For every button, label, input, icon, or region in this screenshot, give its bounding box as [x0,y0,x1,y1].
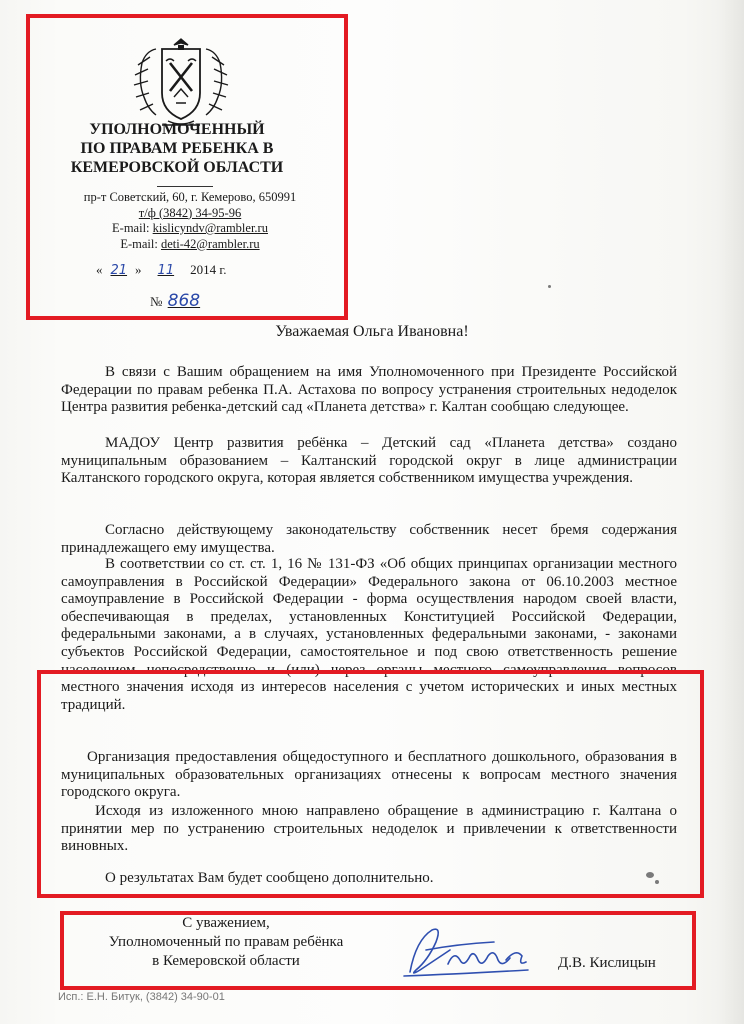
annotation-box-body [37,670,704,898]
phone: т/ф (3842) 34-95-96 [138,205,242,220]
body-paragraph: МАДОУ Центр развития ребёнка – Детский сад «Планета детства» создано муниципальным образованием – Калтанский городской округ в лице администрации Калтанского городского округа, которая является собственником имущества учреждения. [61,435,677,487]
annotation-box-letterhead [26,14,348,320]
executor-line: Исп.: Е.Н. Битук, (3842) 34-90-01 [58,991,225,1003]
regards-line: в Кемеровской области [152,953,300,969]
regards-line: С уважением, [182,915,270,931]
regards-line: Уполномоченный по правам ребёнка [108,934,344,950]
email-link[interactable]: kislicyndv@rambler.ru [152,221,268,235]
page-edge-shadow [718,0,744,1024]
annotation-box-signature [60,911,696,990]
number-label: № [150,294,163,309]
date-quote-close: » [135,262,142,277]
body-paragraph: Организация предоставления общедоступного и бесплатного дошкольного, образования в муниципальных образовательных организациях отнесены к вопросам местного значения городского округа. [61,749,677,801]
org-name-line: КЕМЕРОВСКОЙ ОБЛАСТИ [70,159,284,176]
body-paragraph: В связи с Вашим обращением на имя Уполномоченного при Президенте Российской Федерации по правам ребенка П.А. Астахова по вопросу устранения строительных недоделок Центра развития ребенка-детский сад «Планета детства» г. Калтан сообщаю следующее. [61,364,677,416]
greeting: Уважаемая Ольга Ивановна! [275,323,469,340]
signer-name: Д.В. Кислицын [558,955,656,971]
scan-speck [548,285,551,288]
address: пр-т Советский, 60, г. Кемерово, 650991 [83,190,297,204]
body-paragraph: Согласно действующему законодательству собственник несет бремя содержания принадлежащего ему имущества. [61,522,677,556]
number-value: 868 [167,291,201,311]
email-label: E-mail: [112,221,150,235]
date-quote-open: « [96,262,103,277]
org-name-line: ПО ПРАВАМ РЕБЕНКА В [80,140,274,157]
email-link[interactable]: deti-42@rambler.ru [160,236,260,251]
body-paragraph: Исходя из изложенного мною направлено обращение в администрацию г. Калтана о принятии мер по устранению строительных недоделок и привлечении к ответственности виновных. [61,803,677,855]
date-day: 21 [110,263,128,278]
date-year: 2014 г. [190,262,227,277]
org-name-line: УПОЛНОМОЧЕННЫЙ [89,121,265,138]
date-month: 11 [157,263,175,278]
body-paragraph: О результатах Вам будет сообщено дополнительно. [105,870,434,886]
body-paragraph: В соответствии со ст. ст. 1, 16 № 131-ФЗ «Об общих принципах организации местного самоуправления в Российской Федерации» Федерального закона от 06.10.2003 местное самоуправление в Российской Федерации - форма осуществления народом своей власти, обеспечивающая в пределах, установленных Конституцией Российской Федерации, федеральными законами, а в случаях, установленных федеральными законами, - законами субъектов Российской Федерации, самостоятельное и под свою ответственность решение населением непосредственно и (или) через органы местного самоуправления вопросов местного значения исходя из интересов населения с учетом исторических и иных местных традиций. [61,556,677,713]
email-label: E-mail: [120,236,158,251]
